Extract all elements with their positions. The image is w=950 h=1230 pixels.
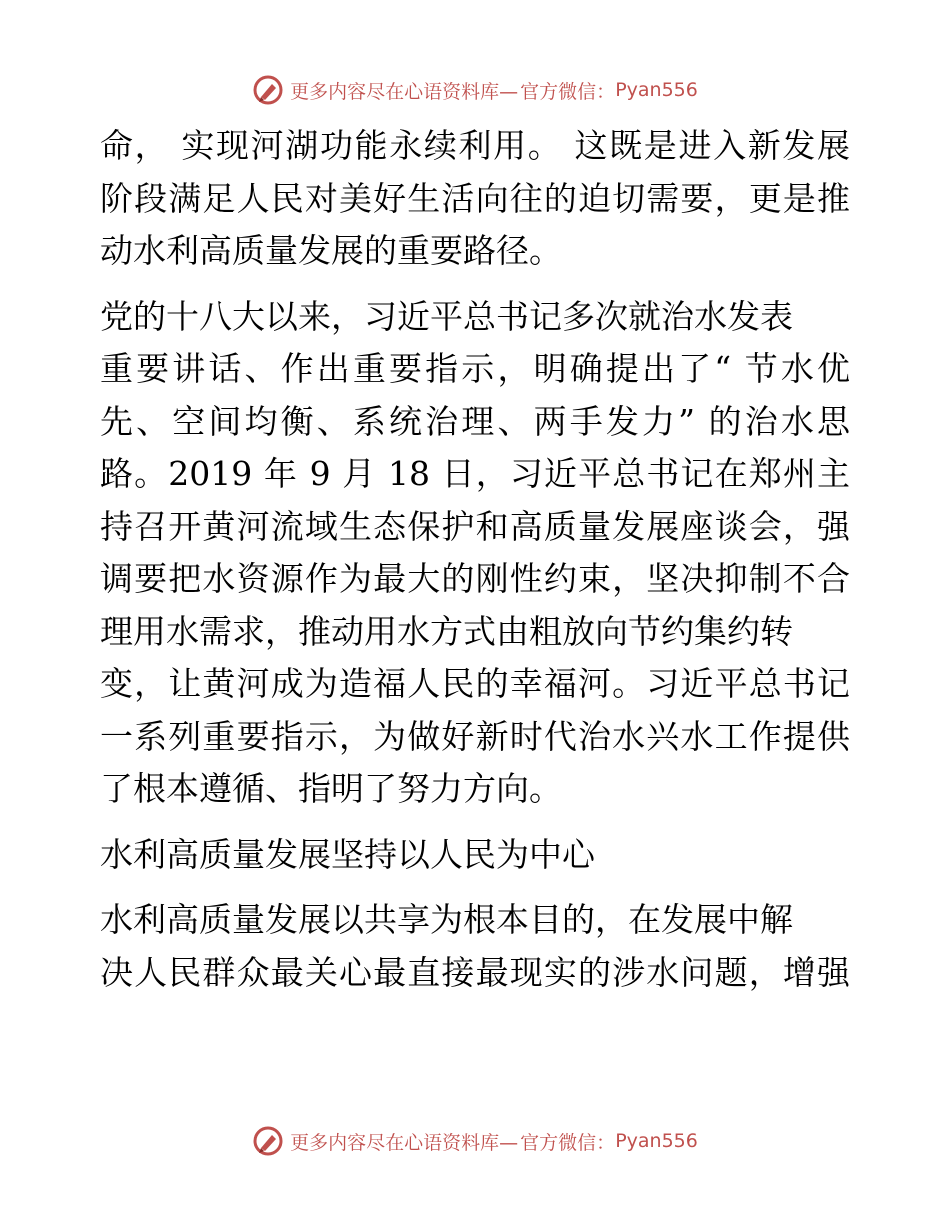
document-body: [100, 120, 850, 999]
header-watermark: [0, 70, 950, 110]
pen-logo-icon: [252, 74, 284, 106]
text-line: 变，让黄河成为造福人民的幸福河。习近平总书记: [100, 664, 850, 703]
paragraph: [100, 829, 850, 882]
text-line: 先、空间均衡、系统治理、两手发力” 的治水思: [100, 401, 850, 441]
watermark-text: 更多内容尽在心语资料库—: [290, 80, 519, 103]
text-line: 理用水需求，推动用水方式由粗放向节约集约转: [100, 611, 793, 651]
text-line: 了根本遵循、指明了努力方向。: [100, 769, 562, 808]
text-line: 水利高质量发展以共享为根本目的，在发展中解: [100, 900, 793, 939]
paragraph-gap: [100, 881, 850, 894]
footer-watermark: [0, 1121, 950, 1161]
text-line: 命， 实现河湖功能永续利用。 这既是进入新发展: [100, 126, 850, 165]
paragraph: [100, 291, 850, 816]
watermark-label: 官方微信：: [520, 80, 616, 103]
text-line: 持召开黄河流域生态保护和高质量发展座谈会，强: [100, 506, 850, 546]
text-line: 阶段满足人民对美好生活向往的迫切需要，更是推: [100, 178, 850, 218]
text-line: 动水利高质量发展的重要路径。: [100, 231, 562, 270]
paragraph: [100, 120, 850, 278]
paragraph-gap: [100, 278, 850, 291]
watermark-id: Pyan556: [615, 1130, 698, 1152]
text-line: 一系列重要指示，为做好新时代治水兴水工作提供: [100, 716, 850, 756]
watermark-label: 官方微信：: [520, 1131, 616, 1154]
text-line: 路。2019 年 9 月 18 日，习近平总书记在郑州主: [100, 454, 850, 493]
watermark-text: 更多内容尽在心语资料库—: [290, 1131, 519, 1154]
watermark-id: Pyan556: [615, 79, 698, 101]
paragraph: [100, 894, 850, 999]
pen-logo-icon: [252, 1125, 284, 1157]
text-line: 水利高质量发展坚持以人民为中心: [100, 834, 595, 874]
paragraph-gap: [100, 816, 850, 829]
text-line: 重要讲话、作出重要指示，明确提出了“ 节水优: [100, 349, 850, 388]
text-line: 党的十八大以来，习近平总书记多次就治水发表: [100, 296, 793, 336]
text-line: 决人民群众最关心最直接最现实的涉水问题，增强: [100, 952, 850, 992]
text-line: 调要把水资源作为最大的刚性约束，坚决抑制不合: [100, 559, 850, 598]
